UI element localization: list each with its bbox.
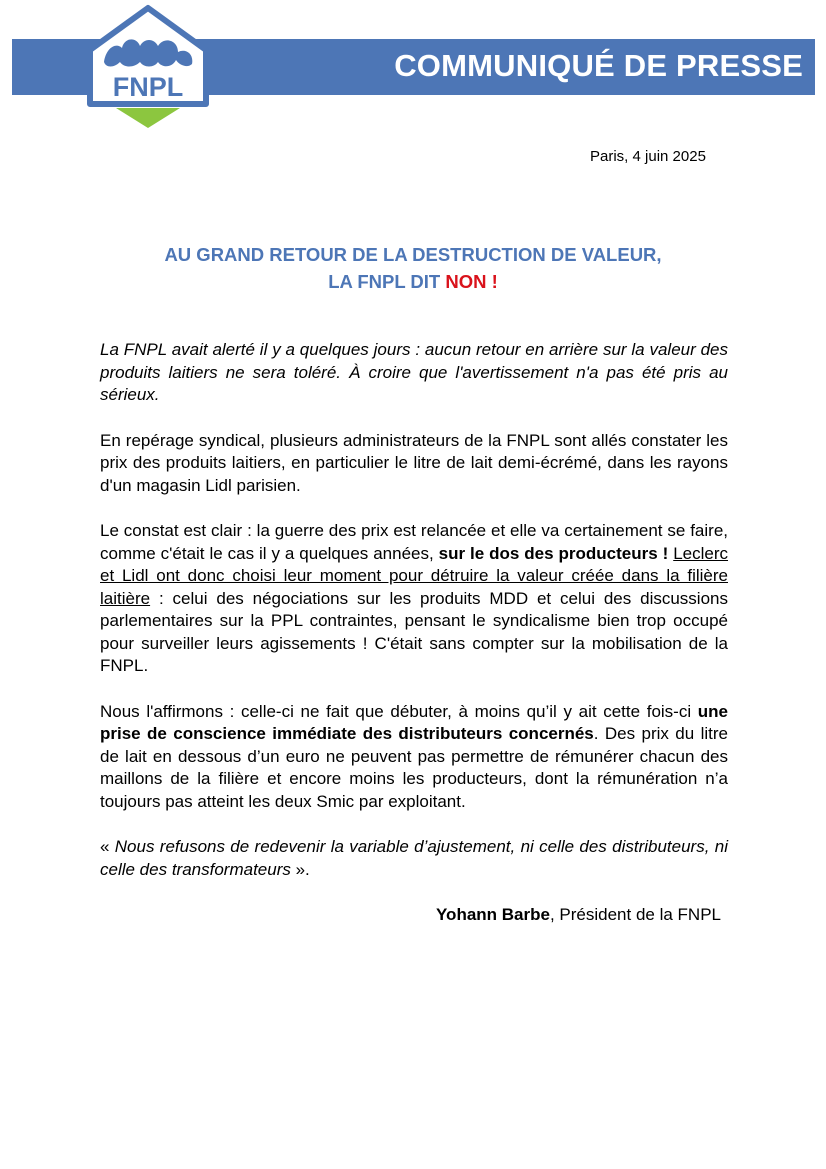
fnpl-logo — [84, 4, 212, 130]
lead-paragraph: La FNPL avait alerté il y a quelques jours : aucun retour en arrière sur la valeur des produits laitiers ne sera toléré. À croire que l'avertissement n'a pas été pris au sérieux. — [100, 340, 728, 404]
headline-no-emphasis: NON ! — [445, 271, 498, 292]
signature-name: Yohann Barbe — [435, 905, 550, 924]
signature — [100, 904, 728, 927]
p4-text-1: Nous l'affirmons : celle-ci ne fait que débuter, à moins qu’il y ait cette fois-ci — [100, 701, 698, 721]
banner-title: COMMUNIQUÉ DE PRESSE — [394, 48, 803, 83]
p4-text-2: . Des prix du litre de lait en dessous d’un euro ne peuvent pas permettre de rémunérer chacun des maillons de la filière et encore moins les producteurs, dont la rémunération n’a toujours pas atteint les deux Smic par exploitant. — [100, 724, 728, 811]
quote-open: « — [100, 837, 115, 856]
headline — [0, 241, 826, 295]
press-body — [100, 339, 728, 950]
quote-text: Nous refusons de redevenir la variable d’ajustement, ni celle des distributeurs, ni celle des transformateurs — [100, 837, 728, 879]
p3-text-1: Le constat est clair : la guerre des prix est relancée et elle va certainement se faire, comme c'était le cas il y a quelques années, — [100, 521, 728, 563]
press-date: Paris, 4 juin 2025 — [590, 148, 706, 165]
headline-line-2 — [0, 268, 826, 295]
signature-title: , Président de la FNPL — [549, 905, 721, 924]
p3-underline: Leclerc et Lidl ont donc choisi leur moment pour détruire la valeur créée dans la filière laitière — [100, 543, 729, 608]
quote — [100, 836, 728, 881]
logo-text: FNPL — [112, 72, 184, 102]
p3-bold: sur le dos des producteurs ! — [438, 543, 669, 563]
p4-bold: une prise de conscience immédiate des distributeurs concernés — [100, 701, 728, 743]
headline-line-1: AU GRAND RETOUR DE LA DESTRUCTION DE VALEUR, — [164, 244, 662, 265]
paragraph-3 — [100, 520, 728, 678]
paragraph-2: En repérage syndical, plusieurs administrateurs de la FNPL sont allés constater les prix des produits laitiers, en particulier le litre de lait demi-écrémé, dans les rayons d'un magasin Lidl parisien. — [100, 430, 728, 495]
quote-close: ». — [290, 859, 310, 879]
logo-green-triangle — [116, 108, 180, 128]
headline-line-2-prefix: LA FNPL DIT — [328, 271, 441, 292]
p3-text-2: : celui des négociations sur les produits MDD et celui des discussions parlementaires sur la PPL contraintes, pensant le syndicalisme bien trop occupé pour surveiller leurs agissements ! C'était sans compter sur la mobilisation de la FNPL. — [100, 588, 728, 675]
paragraph-4 — [100, 701, 728, 814]
